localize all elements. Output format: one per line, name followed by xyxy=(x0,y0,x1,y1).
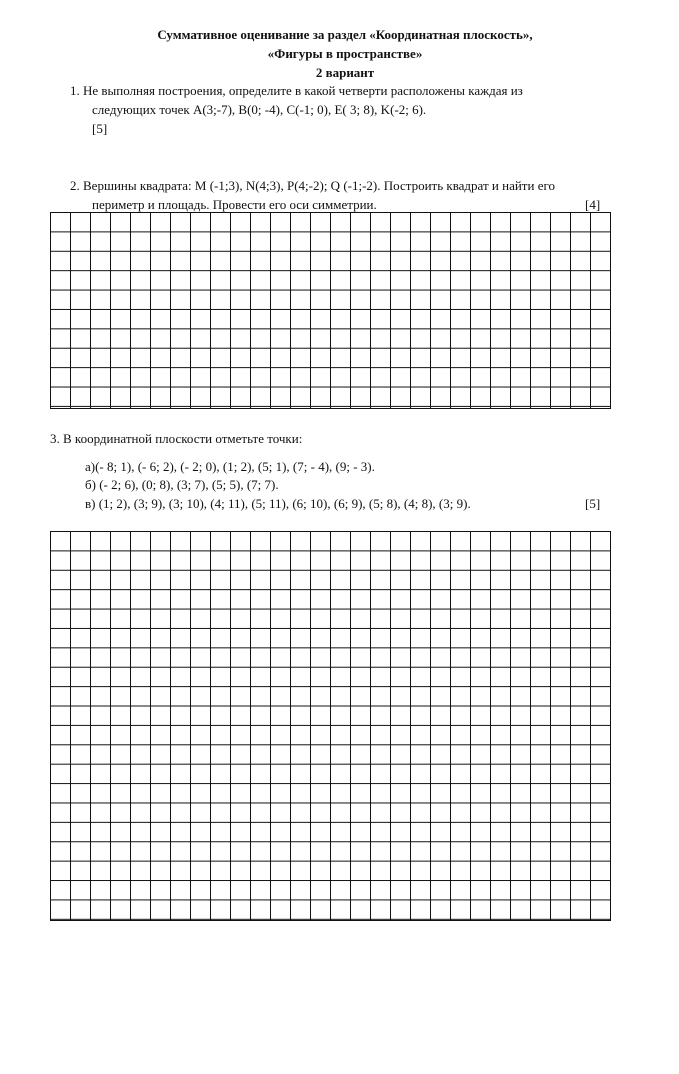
task1-score: [5] xyxy=(92,121,108,136)
header-title-line1: Суммативное оценивание за раздел «Координатная плоскость», xyxy=(157,27,533,42)
task3-score: [5] xyxy=(585,496,601,511)
task3-points-b: б) (- 2; 6), (0; 8), (3; 7), (5; 5), (7; 7). xyxy=(85,477,279,492)
task2-score: [4] xyxy=(585,197,601,212)
task2-graph-grid xyxy=(50,212,611,409)
task2-text-line1: 2. Вершины квадрата: M (-1;3), N(4;3), P(4;-2); Q (-1;-2). Построить квадрат и найти его xyxy=(70,178,555,193)
task3-points-a: а)(- 8; 1), (- 6; 2), (- 2; 0), (1; 2), (5; 1), (7; - 4), (9; - 3). xyxy=(85,459,375,474)
task3-graph-grid xyxy=(50,531,611,921)
task1-text-line2: следующих точек A(3;-7), B(0; -4), C(-1; 0), E( 3; 8), K(-2; 6). xyxy=(92,102,427,117)
task3-points-c: в) (1; 2), (3; 9), (3; 10), (4; 11), (5; 11), (6; 10), (6; 9), (5; 8), (4; 8), (3; 9). xyxy=(85,496,471,511)
task3-intro: 3. В координатной плоскости отметьте точки: xyxy=(50,431,303,446)
task2-text-line2: периметр и площадь. Провести его оси симметрии. xyxy=(92,197,377,212)
header-title-line2: «Фигуры в пространстве» xyxy=(267,46,423,61)
task1-text-line1: 1. Не выполняя построения, определите в какой четверти расположены каждая из xyxy=(70,83,523,98)
header-variant: 2 вариант xyxy=(315,65,375,80)
